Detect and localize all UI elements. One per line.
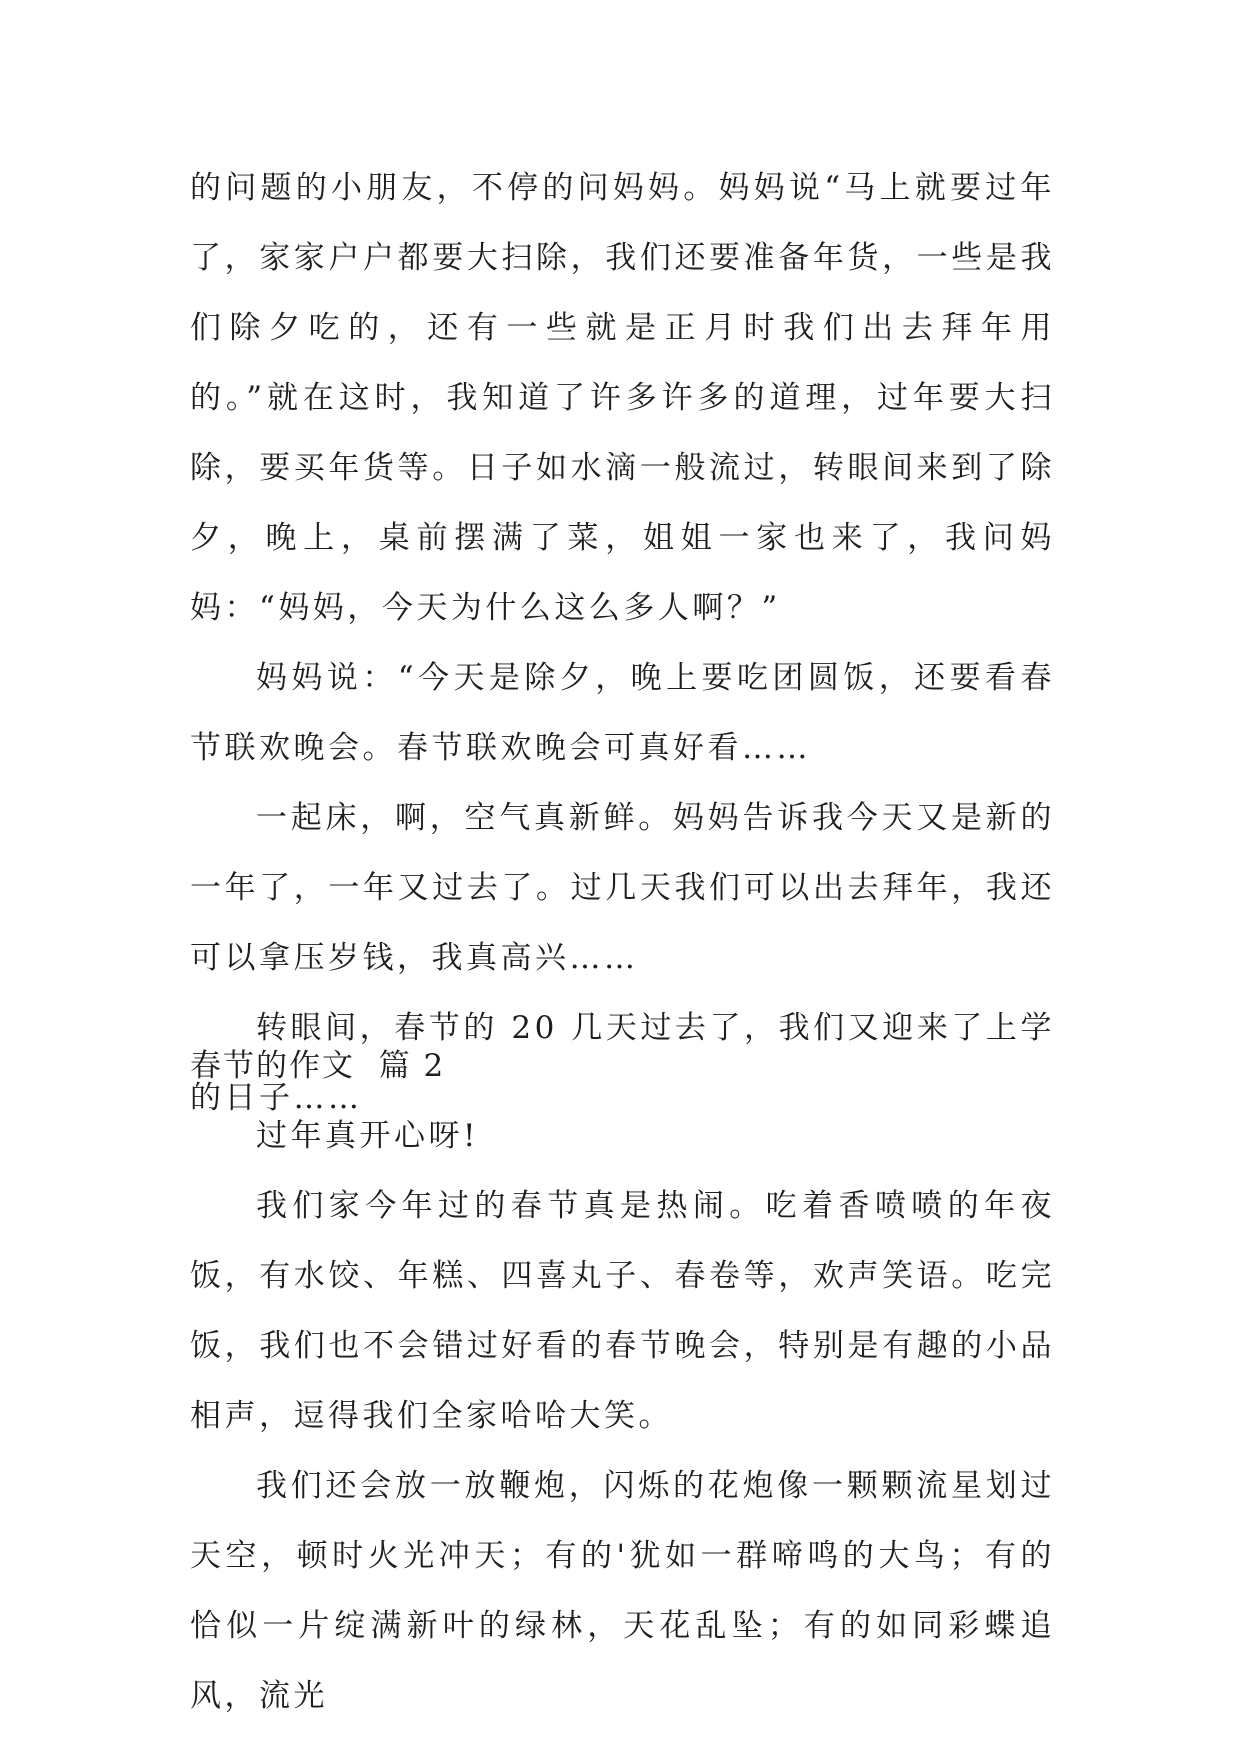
section-heading: 春节的作文 篇 2 <box>190 1048 446 1084</box>
paragraph: 一起床，啊，空气真新鲜。妈妈告诉我今天又是新的一年了，一年又过去了。过几天我们可以出去拜年，我还可以拿压岁钱，我真高兴…… <box>190 800 1055 976</box>
essay-section-1 <box>190 153 1055 1133</box>
paragraph: 转眼间，春节的 20 几天过去了，我们又迎来了上学的日子…… <box>190 1010 1055 1116</box>
essay-title-line: 过年真开心呀! <box>256 1118 479 1154</box>
essay-section-2 <box>190 1031 1055 1731</box>
paragraph: 我们还会放一放鞭炮，闪烁的花炮像一颗颗流星划过天空，顿时火光冲天；有的'犹如一群啼鸣的大鸟；有的恰似一片绽满新叶的绿林，天花乱坠；有的如同彩蝶追风，流光 <box>190 1468 1055 1714</box>
paragraph: 妈妈说：“今天是除夕，晚上要吃团圆饭，还要看春节联欢晚会。春节联欢晚会可真好看…… <box>190 660 1055 766</box>
paragraph: 我们家今年过的春节真是热闹。吃着香喷喷的年夜饭，有水饺、年糕、四喜丸子、春卷等，欢声笑语。吃完饭，我们也不会错过好看的春节晚会，特别是有趣的小品相声，逗得我们全家哈哈大笑。 <box>190 1188 1055 1434</box>
paragraph: 的问题的小朋友，不停的问妈妈。妈妈说“马上就要过年了，家家户户都要大扫除，我们还要准备年货，一些是我们除夕吃的，还有一些就是正月时我们出去拜年用的。”就在这时，我知道了许多许多的道理，过年要大扫除，要买年货等。日子如水滴一般流过，转眼间来到了除夕，晚上，桌前摆满了菜，姐姐一家也来了，我问妈妈：“妈妈，今天为什么这么多人啊？” <box>190 170 1055 626</box>
